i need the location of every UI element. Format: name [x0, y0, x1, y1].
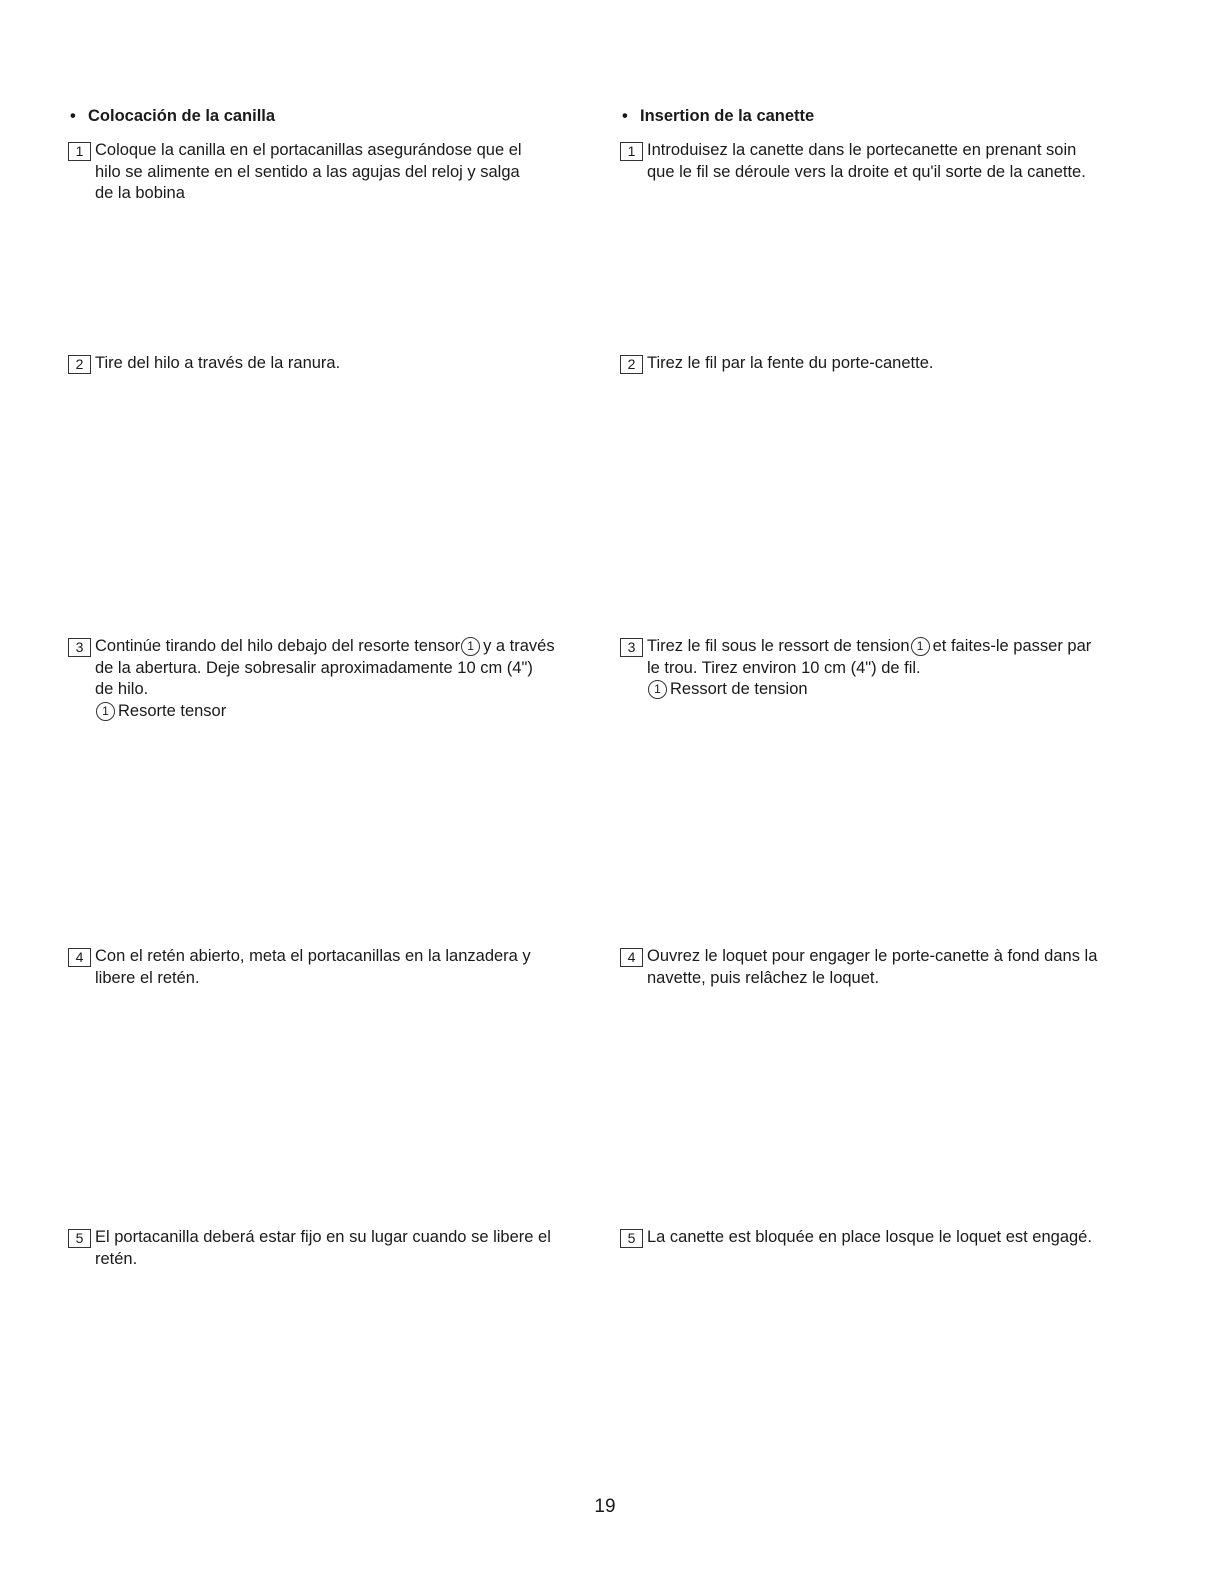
step-text: Tire del hilo a través de la ranura. — [95, 354, 341, 372]
callout-number-icon: 1 — [911, 637, 930, 656]
step-text: Continúe tirando del hilo debajo del resorte tensor 1 y a través de la abertura. Deje sobresalir aproximadamente 10 cm (4") de hilo. — [95, 637, 555, 698]
bullet-icon: • — [622, 107, 628, 125]
step-text: El portacanilla deberá estar fijo en su lugar cuando se libere el retén. — [95, 1228, 551, 1268]
step-number-box: 4 — [620, 948, 643, 967]
step-1-spanish — [68, 140, 608, 205]
callout-number-icon: 1 — [96, 702, 115, 721]
step-text: Coloque la canilla en el portacanillas asegurándose que el hilo se alimente en el sentido a las agujas del reloj y salga de la bobina — [95, 141, 522, 202]
step-number-box: 3 — [68, 638, 91, 657]
page-number: 19 — [594, 1496, 616, 1517]
step-2-spanish — [68, 353, 608, 375]
step-3-french — [620, 636, 1160, 701]
step-4-french — [620, 946, 1160, 989]
step-5-spanish — [68, 1227, 608, 1270]
step-1-french — [620, 140, 1160, 183]
step-number-box: 2 — [620, 355, 643, 374]
section-heading-spanish: • Colocación de la canilla — [70, 107, 276, 125]
step-text: Introduisez la canette dans le portecanette en prenant soin que le fil se déroule vers la droite et qu'il sorte de la canette. — [647, 141, 1086, 181]
step-text: La canette est bloquée en place losque le loquet est engagé. — [647, 1228, 1092, 1246]
legend-item: 1 Resorte tensor — [68, 701, 608, 723]
bullet-icon: • — [70, 107, 76, 125]
step-text: Tirez le fil par la fente du porte-canette. — [647, 354, 934, 372]
step-number-box: 3 — [620, 638, 643, 657]
legend-item: 1 Ressort de tension — [620, 679, 1160, 701]
step-number-box: 1 — [68, 142, 91, 161]
step-number-box: 2 — [68, 355, 91, 374]
step-number-box: 5 — [620, 1229, 643, 1248]
step-number-box: 5 — [68, 1229, 91, 1248]
step-text: Tirez le fil sous le ressort de tension 1 et faites-le passer par le trou. Tirez environ 10 cm (4") de fil. — [647, 637, 1092, 677]
section-heading-french: • Insertion de la canette — [622, 107, 815, 125]
step-number-box: 1 — [620, 142, 643, 161]
step-5-french — [620, 1227, 1160, 1249]
callout-number-icon: 1 — [648, 680, 667, 699]
step-number-box: 4 — [68, 948, 91, 967]
step-4-spanish — [68, 946, 608, 989]
step-text: Con el retén abierto, meta el portacanillas en la lanzadera y libere el retén. — [95, 947, 531, 987]
step-3-spanish — [68, 636, 608, 722]
callout-number-icon: 1 — [461, 637, 480, 656]
step-text: Ouvrez le loquet pour engager le porte-canette à fond dans la navette, puis relâchez le loquet. — [647, 947, 1098, 987]
step-2-french — [620, 353, 1160, 375]
